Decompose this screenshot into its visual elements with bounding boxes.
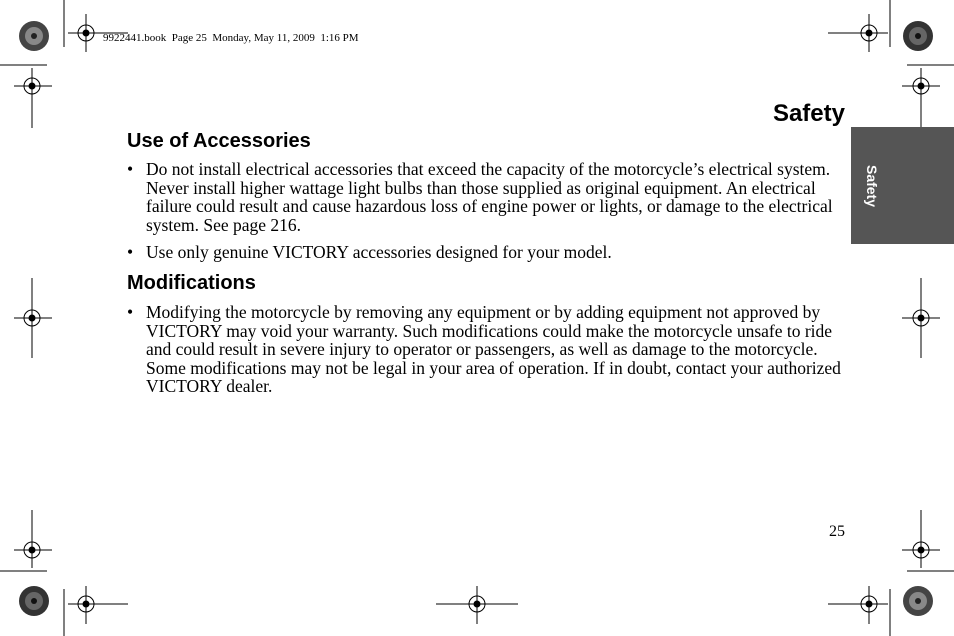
bullet-list	[127, 160, 847, 262]
section-heading: Modifications	[127, 271, 256, 294]
side-tab-label-wrap	[852, 156, 892, 216]
section-heading: Use of Accessories	[127, 130, 311, 152]
section-use-of-accessories	[127, 128, 847, 262]
content	[127, 128, 847, 396]
bullet-list	[127, 303, 847, 396]
list-item: • Modifying the motorcycle by removing any equipment or by adding equipment not approved by VICTORY may void your warranty. Such modifications could make the motorcycle unsafe to ride and could result in severe injury to operator or passengers, as well as damage to the motorcycle. Some modifications may not be legal in your area of operation. If in doubt, contact your authorized VICTORY dealer.	[127, 303, 847, 396]
list-item: • Use only genuine VICTORY accessories designed for your model.	[127, 243, 847, 262]
slug-line: 9922441.book Page 25 Monday, May 11, 2009 1:16 PM	[103, 32, 359, 44]
page-number: 25	[829, 523, 845, 540]
list-item: • Do not install electrical accessories that exceed the capacity of the motorcycle’s electrical system. Never install higher wattage light bulbs than those supplied as original equipment. An electrical failure could result and cause hazardous loss of engine power or lights, or damage to the electrical system. See page 216.	[127, 160, 847, 234]
section-modifications	[127, 270, 847, 396]
side-tab-label: Safety	[864, 164, 880, 208]
page-title: Safety	[772, 100, 845, 127]
